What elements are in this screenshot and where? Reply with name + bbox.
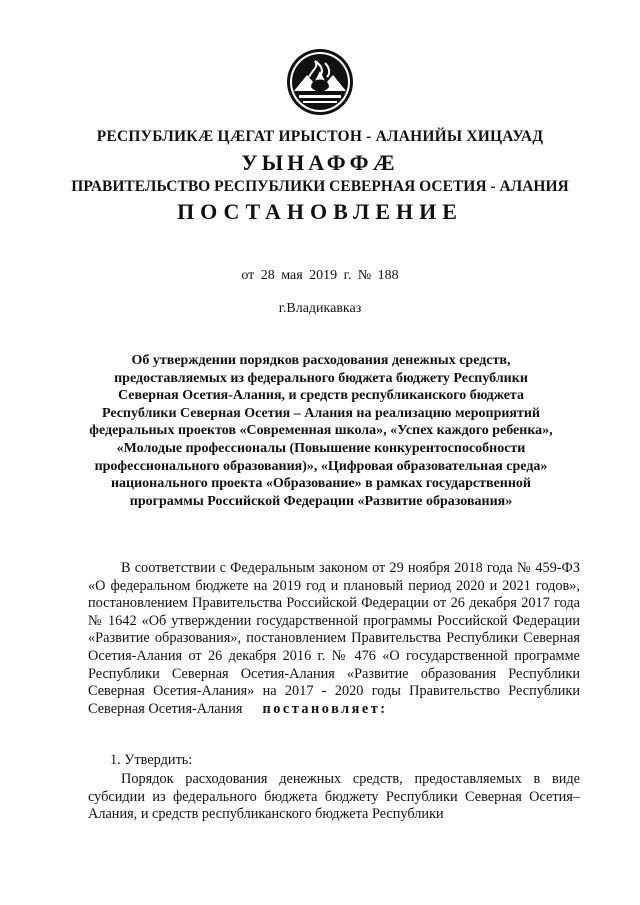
russian-government-heading: ПРАВИТЕЛЬСТВО РЕСПУБЛИКИ СЕВЕРНАЯ ОСЕТИЯ - АЛАНИЯ bbox=[71, 178, 569, 195]
decree-date-number: от 28 мая 2019 г. № 188 bbox=[241, 268, 399, 283]
russian-decree-heading: ПОСТАНОВЛЕНИЕ bbox=[177, 199, 463, 224]
ossetian-government-heading: РЕСПУБЛИКÆ ЦÆГАТ ИРЫСТОН - АЛАНИЙЫ ХИЦАУАД bbox=[96, 128, 544, 145]
ossetian-decree-heading: УЫНАФФÆ bbox=[241, 150, 399, 175]
item-1-paragraph: Порядок расходования денежных средств, предоставляемых в виде субсидии из федерального бюджета бюджету Республики Северная Осетия–Алания, и средств республиканского бюджета Республики bbox=[88, 771, 580, 823]
preamble-paragraph bbox=[88, 560, 580, 718]
coat-of-arms-emblem bbox=[285, 47, 355, 117]
city-name: г.Владикавказ bbox=[278, 301, 362, 316]
preamble-text: В соответствии с Федеральным законом от 29 ноября 2018 года № 459-ФЗ «О федеральном бюджете на 2019 год и плановый период 2020 и 2021 годов», постановлением Правительства Российской Федерации от 26 декабря 2017 года № 1642 «Об утверждении государственной программы Российской Федерации «Развитие образования», постановлением Правительства Республики Северная Осетия-Алания от 26 декабря 2016 г. № 476 «О государственной программе Республики Северная Осетия-Алания «Развитие образования Республики Северная Осетия-Алания» на 2017 - 2020 годы Правительство Республики Северная Осетия-Алания bbox=[88, 560, 580, 717]
item-1-heading: 1. Утвердить: bbox=[110, 752, 193, 768]
decrees-word: постановляет: bbox=[262, 700, 388, 717]
document-title: Об утверждении порядков расходования денежных средств, предоставляемых из федерального бюджета бюджету Республики Северная Осетия-Алания, и средств республиканского бюджета Республики Северная Осетия – Алания на реализацию мероприятий федеральных проектов «Современная школа», «Успех каждого ребенка», «Молодые профессионалы (Повышение конкурентоспособности профессионального образования)», «Цифровая образовательная среда» национального проекта «Образование» в рамках государственной программы Российской Федерации «Развитие образования» bbox=[89, 353, 553, 509]
